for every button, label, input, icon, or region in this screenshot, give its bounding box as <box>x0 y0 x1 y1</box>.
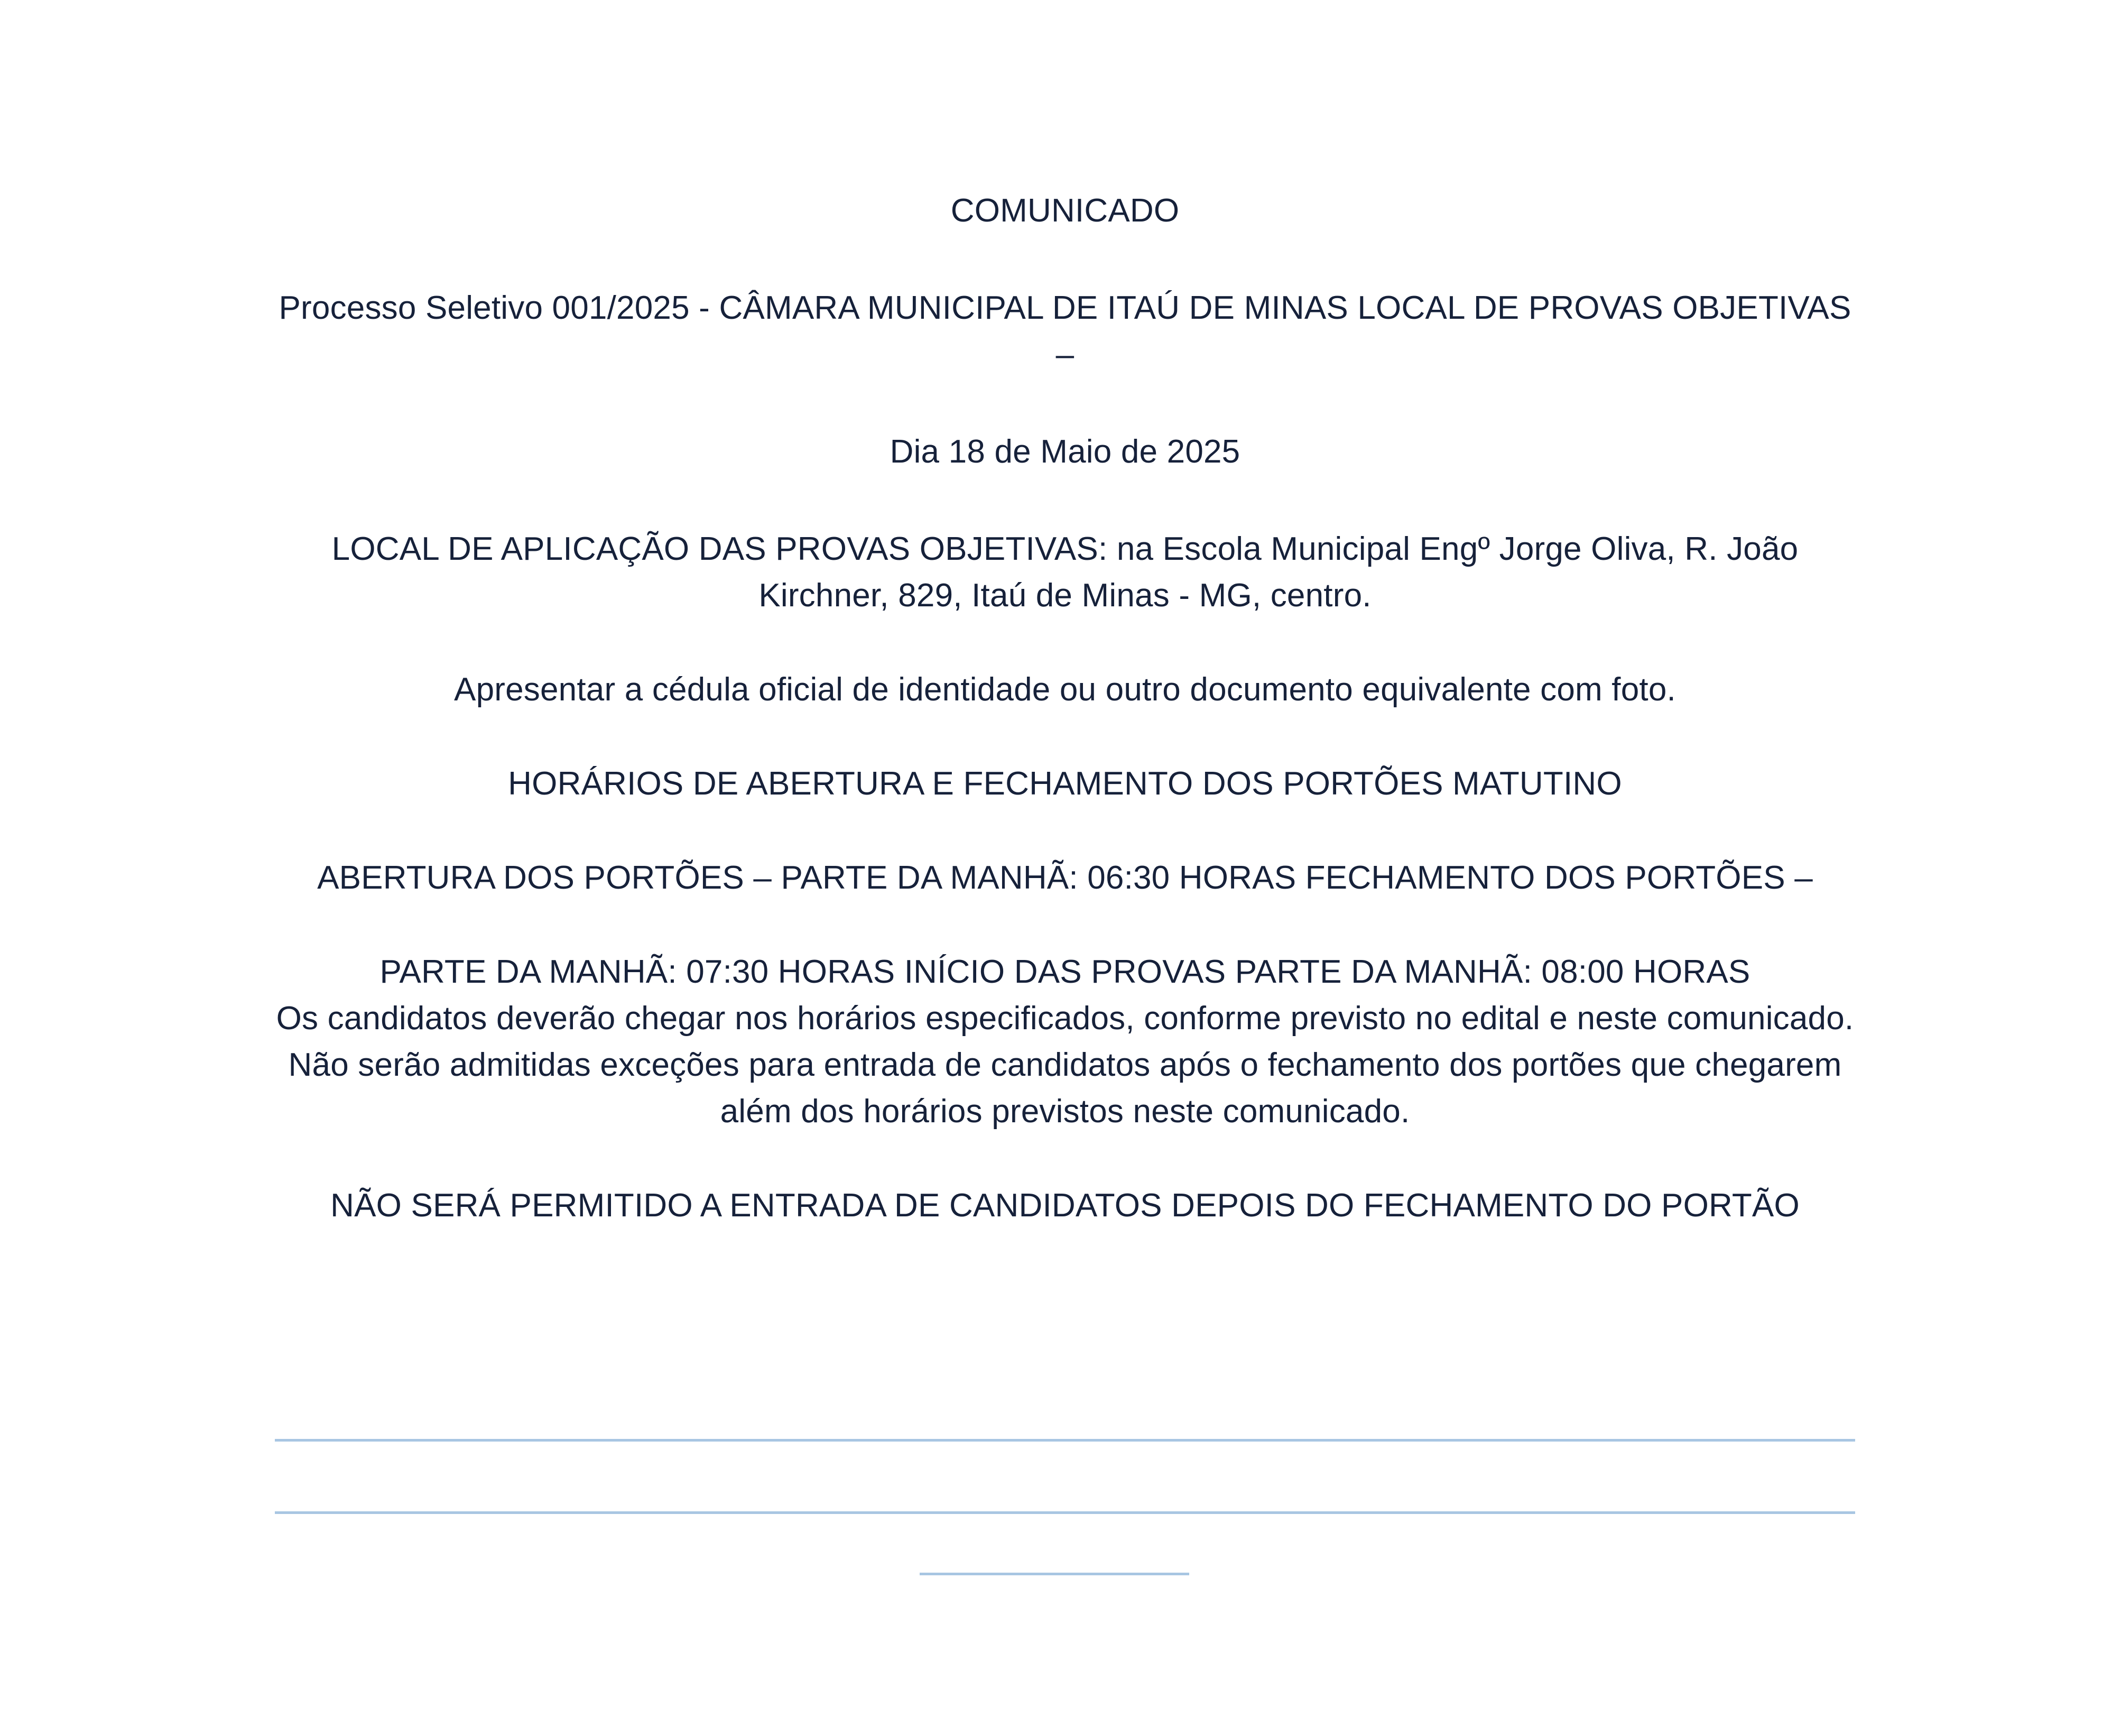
gates-closing-and-exam-start-time: PARTE DA MANHÃ: 07:30 HORAS INÍCIO DAS PROVAS PARTE DA MANHÃ: 08:00 HORAS <box>379 954 1750 991</box>
arrival-notice: Os candidatos deverão chegar nos horários especificados, conforme previsto no edital e neste comunicado. Não serão admitidas exceções para entrada de candidatos após o fechamento dos portões que chegarem além dos horários previstos neste comunicado. <box>276 1000 1854 1130</box>
horizontal-rule <box>920 1573 1189 1575</box>
exam-location: LOCAL DE APLICAÇÃO DAS PROVAS OBJETIVAS: na Escola Municipal Engº Jorge Oliva, R. João Kirchner, 829, Itaú de Minas - MG, centro. <box>331 531 1799 614</box>
horizontal-rule <box>275 1439 1855 1442</box>
final-warning: NÃO SERÁ PERMITIDO A ENTRADA DE CANDIDATOS DEPOIS DO FECHAMENTO DO PORTÃO <box>330 1187 1800 1224</box>
exam-date: Dia 18 de Maio de 2025 <box>890 433 1240 470</box>
process-heading: Processo Seletivo 001/2025 - CÂMARA MUNICIPAL DE ITAÚ DE MINAS LOCAL DE PROVAS OBJETIVAS – <box>279 290 1851 373</box>
document-body <box>275 188 1855 1229</box>
identity-document-notice: Apresentar a cédula oficial de identidade ou outro documento equivalente com foto. <box>454 671 1676 708</box>
gates-schedule-heading: HORÁRIOS DE ABERTURA E FECHAMENTO DOS PORTÕES MATUTINO <box>508 765 1622 802</box>
gates-opening-time: ABERTURA DOS PORTÕES – PARTE DA MANHÃ: 06:30 HORAS FECHAMENTO DOS PORTÕES – <box>317 860 1813 897</box>
page-title: COMUNICADO <box>950 192 1180 229</box>
horizontal-rule <box>275 1511 1855 1514</box>
